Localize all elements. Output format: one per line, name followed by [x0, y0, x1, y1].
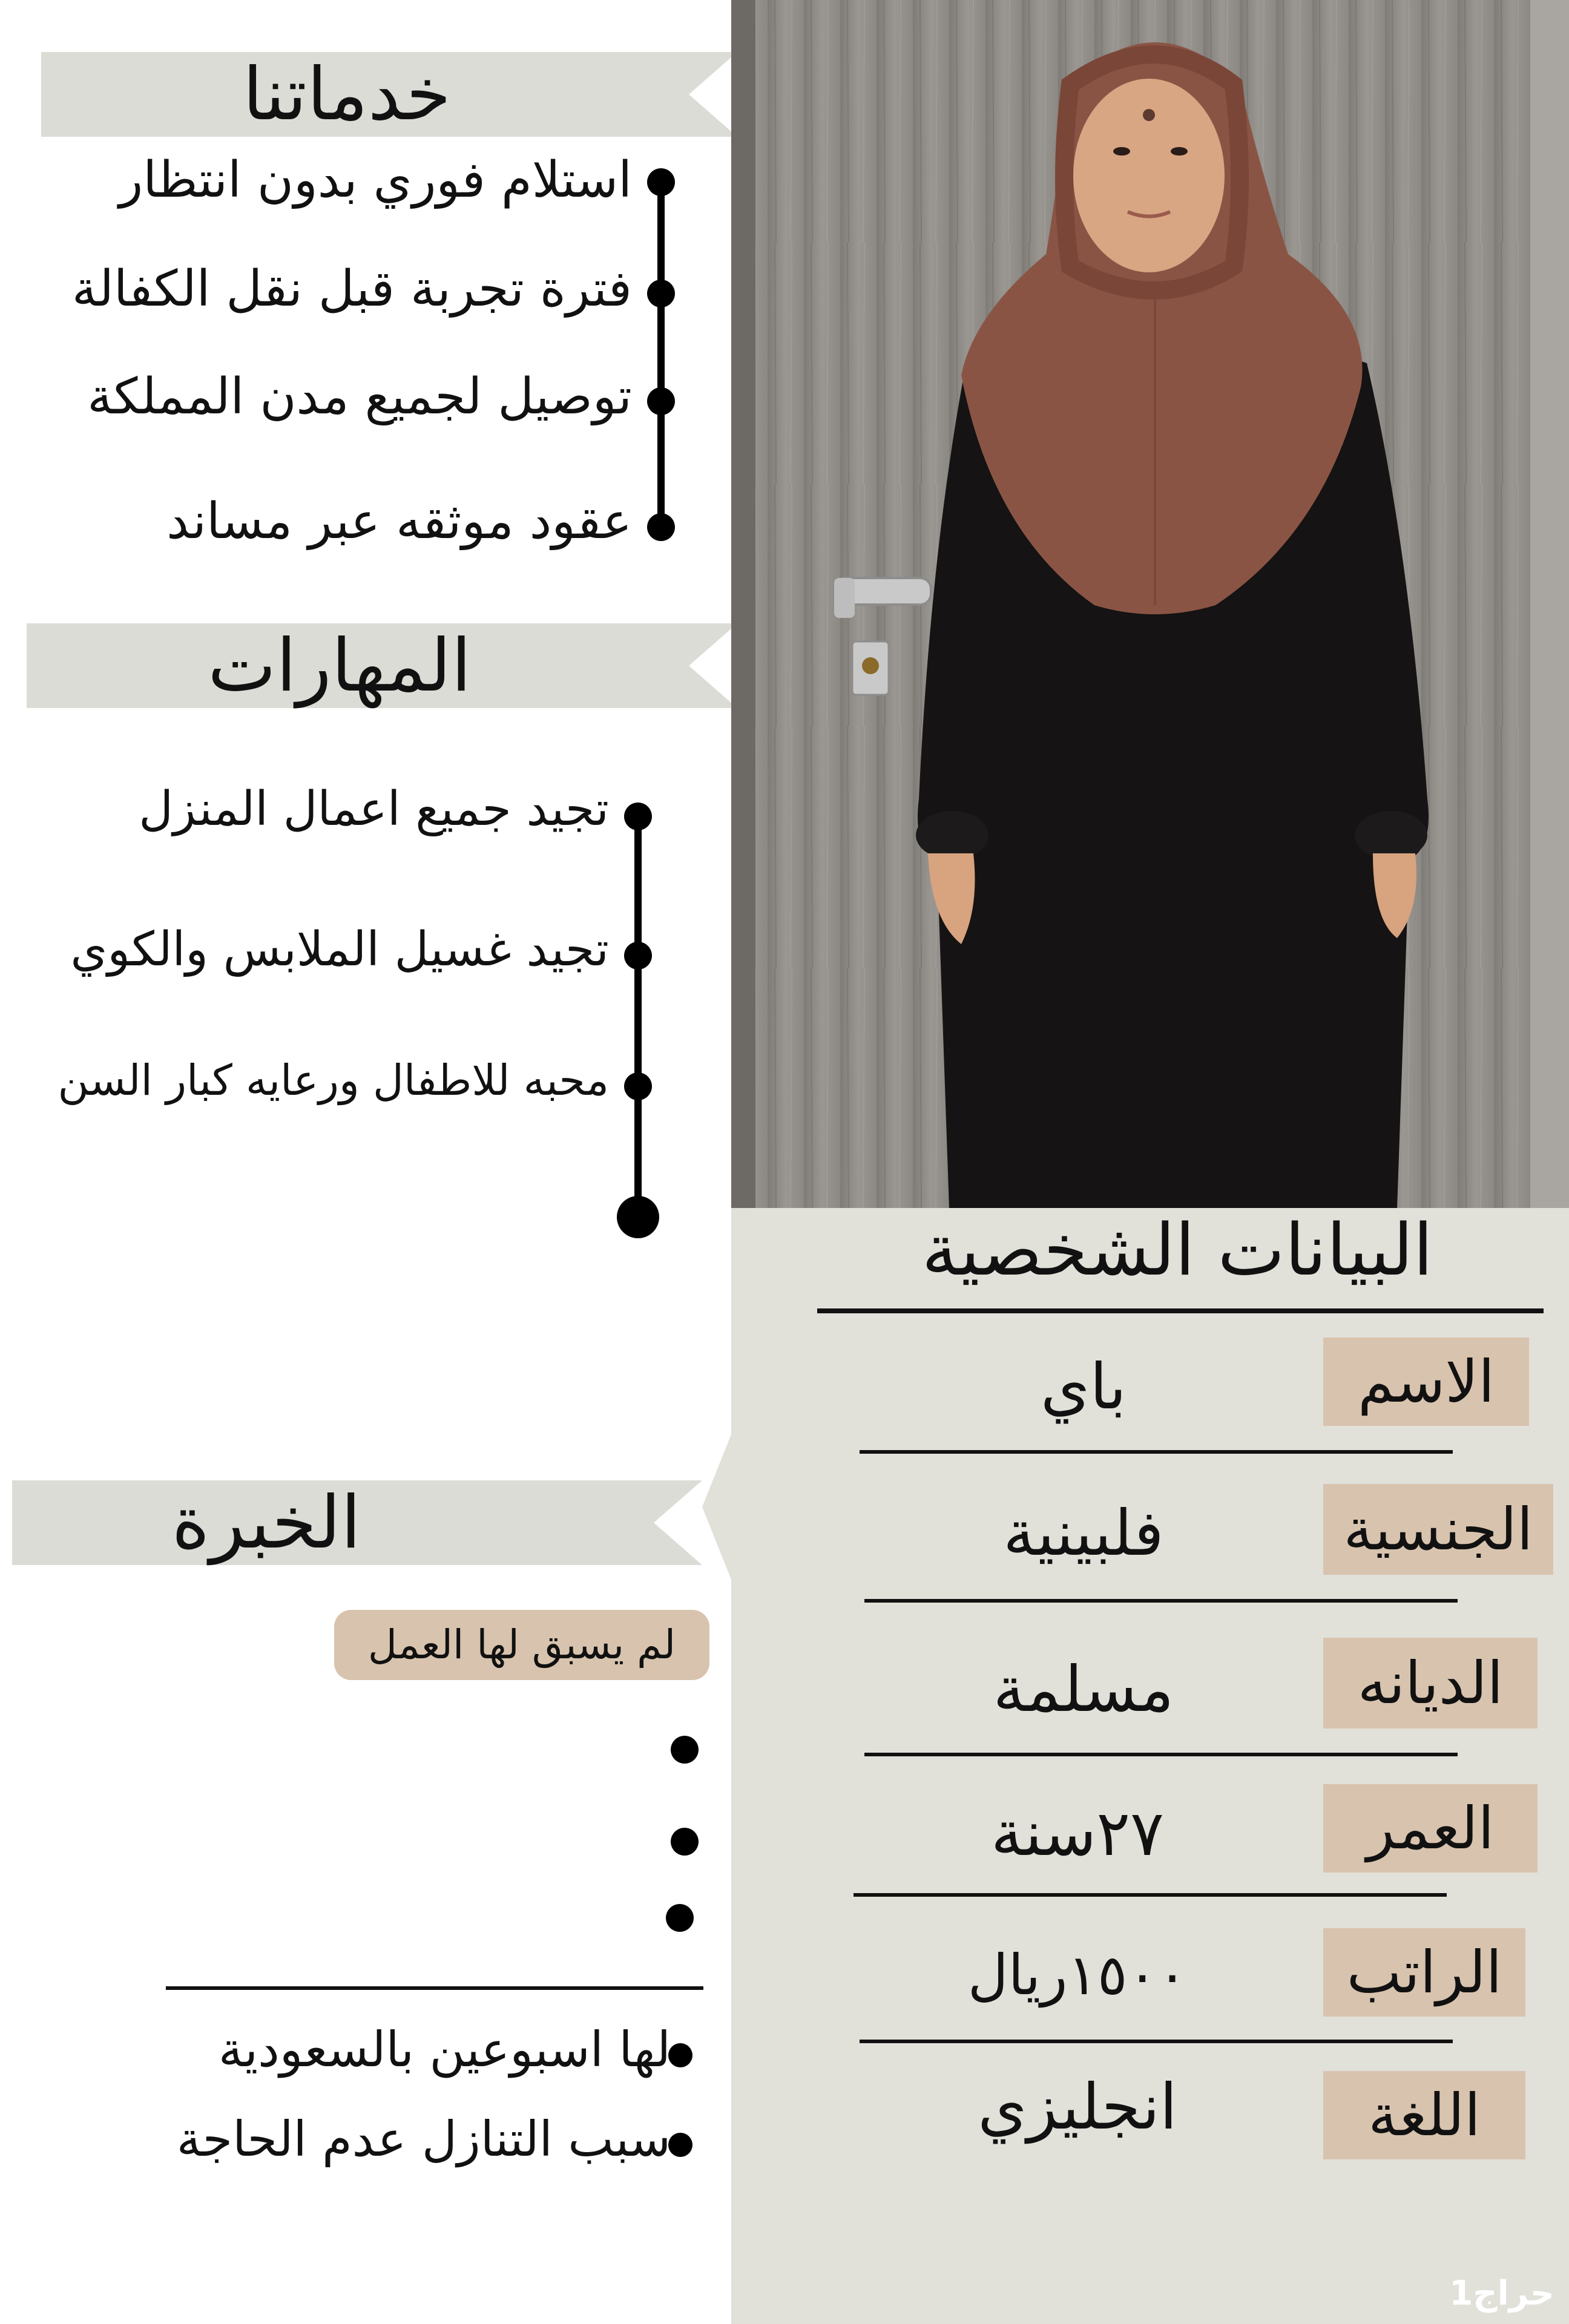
- services-bullet: [647, 387, 675, 415]
- skills-item: تجيد غسيل الملابس والكوي: [70, 922, 609, 977]
- worker-photo: [731, 0, 1569, 1208]
- services-item: استلام فوري بدون انتظار: [119, 151, 632, 209]
- row-divider: [864, 1753, 1458, 1756]
- row-divider: [854, 1893, 1447, 1897]
- experience-note: لها اسبوعين بالسعودية: [218, 2021, 671, 2078]
- services-bullet: [647, 513, 675, 541]
- experience-note: سبب التنازل عدم الحاجة: [176, 2111, 671, 2167]
- experience-note-bullet: [668, 2043, 692, 2067]
- skills-bullet-end: [617, 1196, 659, 1238]
- name-label: الاسم: [1323, 1338, 1529, 1426]
- skills-title: المهارات: [208, 623, 472, 708]
- experience-banner: [12, 1480, 617, 1565]
- religion-value: مسلمة: [993, 1652, 1174, 1726]
- salary-label: الراتب: [1323, 1928, 1525, 2017]
- banner-arrow: [617, 1480, 702, 1565]
- experience-divider: [166, 1986, 703, 1990]
- services-bullet: [647, 168, 675, 196]
- experience-note-bullet: [668, 2133, 692, 2157]
- skills-item: محبه للاطفال ورعايه كبار السن: [58, 1055, 609, 1105]
- banner-arrow: [653, 52, 737, 137]
- personal-title-divider: [817, 1308, 1544, 1313]
- services-item: فترة تجربة قبل نقل الكفالة: [71, 260, 632, 318]
- experience-bullet: [671, 1736, 699, 1764]
- watermark-text: حراج1: [1449, 2274, 1554, 2313]
- row-divider: [860, 2040, 1453, 2043]
- salary-value: ١٥٠٠ريال: [967, 1943, 1188, 2007]
- panel-notch: [702, 1416, 738, 1598]
- skills-bullet: [624, 803, 652, 830]
- age-value: ٢٧سنة: [991, 1796, 1164, 1870]
- services-banner: [41, 52, 653, 137]
- services-title: خدماتنا: [242, 52, 452, 137]
- nationality-label: الجنسية: [1323, 1484, 1553, 1575]
- experience-badge: لم يسبق لها العمل: [334, 1610, 709, 1680]
- banner-arrow: [653, 623, 737, 708]
- age-label: العمر: [1323, 1784, 1538, 1873]
- row-divider: [860, 1450, 1453, 1454]
- services-item: توصيل لجميع مدن المملكة: [87, 368, 632, 425]
- services-bullet: [647, 280, 675, 307]
- skills-bullet: [624, 1072, 652, 1100]
- language-label: اللغة: [1323, 2071, 1525, 2159]
- experience-bullet: [671, 1828, 699, 1856]
- services-item: عقود موثقه عبر مساند: [166, 493, 632, 550]
- services-timeline-line: [657, 182, 665, 527]
- row-divider: [864, 1599, 1458, 1603]
- skills-timeline-line: [634, 817, 642, 1216]
- experience-bullet: [666, 1904, 694, 1932]
- worker-photo-illustration: [731, 0, 1569, 1208]
- skills-bullet: [624, 942, 652, 970]
- nationality-value: فلبينية: [1003, 1496, 1164, 1570]
- religion-label: الديانه: [1323, 1638, 1538, 1728]
- skills-item: تجيد جميع اعمال المنزل: [139, 782, 609, 836]
- personal-data-title: البيانات الشخصية: [921, 1208, 1433, 1292]
- language-value: انجليزي: [978, 2070, 1177, 2144]
- name-value: باي: [1040, 1350, 1127, 1423]
- experience-title: الخبرة: [171, 1480, 361, 1565]
- skills-banner: [27, 623, 653, 708]
